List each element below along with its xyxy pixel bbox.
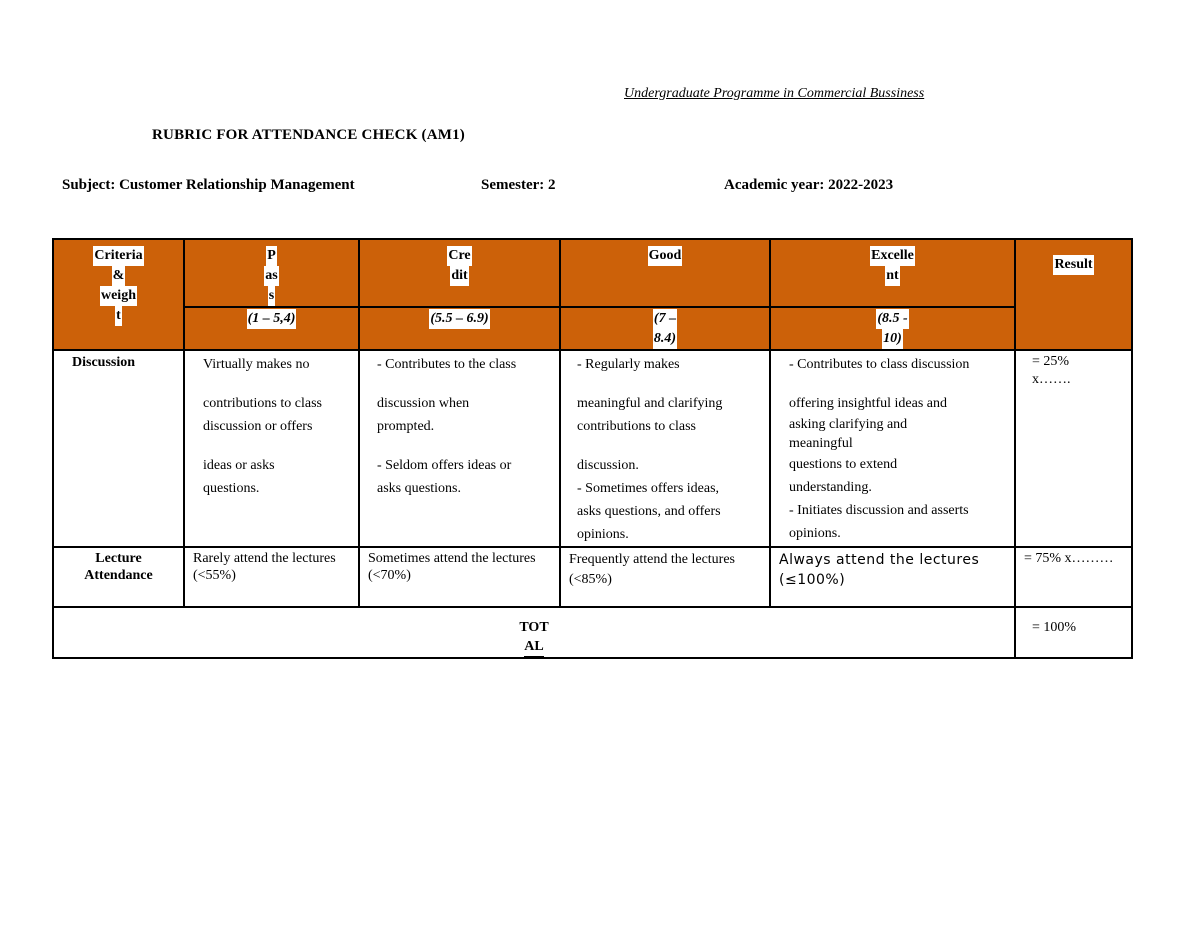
lecture-good: Frequently attend the lectures (<85%) [560, 547, 770, 607]
discussion-credit: - Contributes to the class discussion when prompted. - Seldom offers ideas or asks questions. [359, 350, 560, 547]
semester-label: Semester: 2 [481, 177, 556, 193]
range-excellent: (8.5 - 10) [770, 307, 1015, 350]
discussion-excellent: - Contributes to class discussion offering insightful ideas and asking clarifying and meaningful questions to extend understanding. - Initiates discussion and asserts opinions. [770, 350, 1015, 547]
academic-year-label: Academic year: 2022-2023 [724, 177, 894, 193]
lecture-credit: Sometimes attend the lectures (<70%) [359, 547, 560, 607]
lecture-result: = 75% x……… [1015, 547, 1132, 607]
total-result: = 100% [1015, 607, 1132, 658]
range-credit: (5.5 – 6.9) [359, 307, 560, 350]
lecture-excellent: Always attend the lectures (≤100%) [770, 547, 1015, 607]
level-header-excellent: Excelle nt [770, 239, 1015, 307]
rubric-title: RUBRIC FOR ATTENDANCE CHECK (AM1) [152, 127, 465, 143]
total-label: TOT AL [53, 607, 1015, 658]
level-header-pass: P as s [184, 239, 359, 307]
rubric-table [52, 238, 1133, 659]
criteria-discussion: Discussion [53, 350, 184, 547]
programme-name: Undergraduate Programme in Commercial Bussiness [624, 86, 925, 101]
criteria-lecture-attendance: Lecture Attendance [53, 547, 184, 607]
lecture-pass: Rarely attend the lectures (<55%) [184, 547, 359, 607]
discussion-pass: Virtually makes no contributions to class discussion or offers ideas or asks questions. [184, 350, 359, 547]
result-header: Result [1015, 239, 1132, 350]
level-header-credit: Cre dit [359, 239, 560, 307]
range-good: (7 – 8.4) [560, 307, 770, 350]
criteria-header: Criteria & weigh t [53, 239, 184, 350]
subject-label: Subject: Customer Relationship Management [62, 177, 355, 193]
discussion-good: - Regularly makes meaningful and clarifying contributions to class discussion. - Sometimes offers ideas, asks questions, and offers opinions. [560, 350, 770, 547]
level-header-good: Good [560, 239, 770, 307]
range-pass: (1 – 5,4) [184, 307, 359, 350]
discussion-result: = 25% x……. [1015, 350, 1132, 547]
